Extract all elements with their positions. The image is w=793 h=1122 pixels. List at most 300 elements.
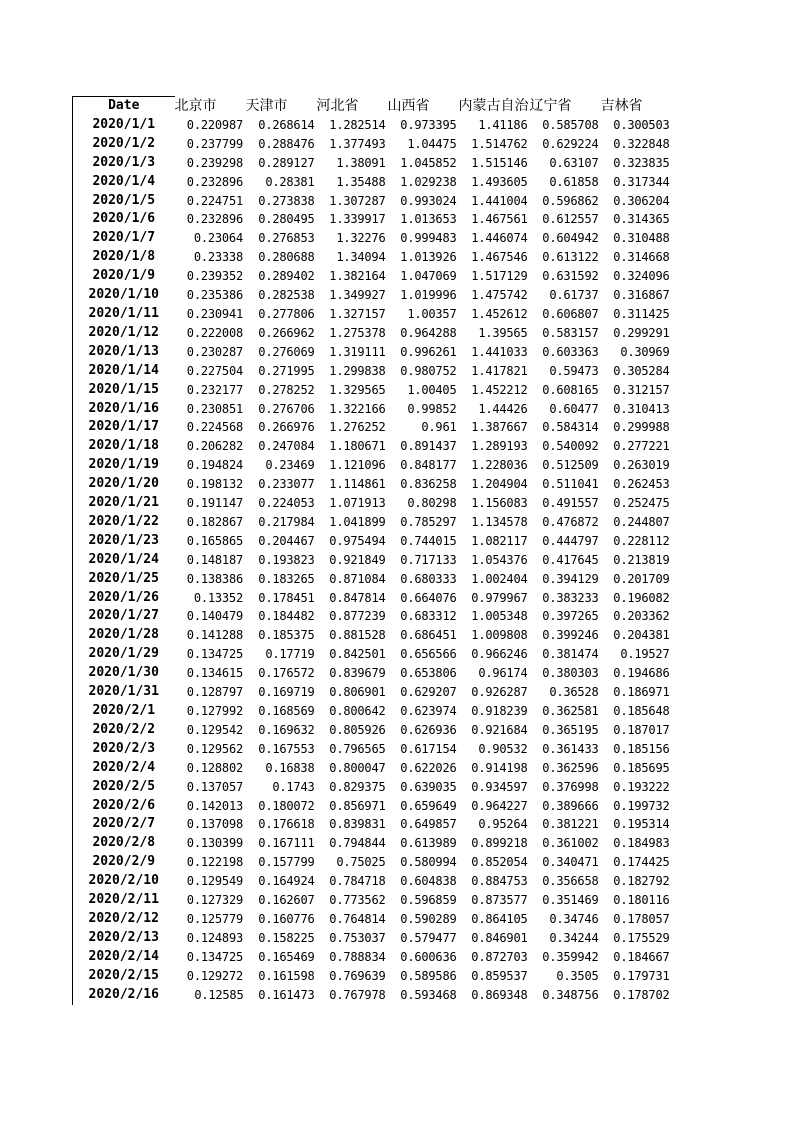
date-cell: 2020/1/31: [73, 683, 175, 702]
value-cell: 0.593468: [400, 987, 457, 1002]
value-cell: 0.277806: [258, 306, 315, 321]
table-row: [73, 286, 672, 305]
date-cell: 2020/2/15: [73, 967, 175, 986]
value-cell: 0.686451: [400, 628, 457, 643]
value-cell: 0.305284: [613, 363, 670, 378]
value-cell: 0.217984: [258, 514, 315, 529]
value-cell: 0.540092: [542, 439, 599, 454]
date-cell: 2020/1/3: [73, 154, 175, 173]
table-row: [73, 418, 672, 437]
value-cell: 0.239298: [186, 155, 243, 170]
table-row: [73, 891, 672, 910]
value-cell: 0.128797: [186, 685, 243, 700]
value-cell: 0.165865: [186, 533, 243, 548]
date-cell: 2020/2/1: [73, 702, 175, 721]
value-cell: 0.63107: [549, 155, 599, 170]
value-cell: 0.417645: [542, 552, 599, 567]
value-cell: 0.134725: [186, 949, 243, 964]
value-cell: 0.185695: [613, 760, 670, 775]
value-cell: 0.268614: [258, 117, 315, 132]
value-cell: 0.348756: [542, 987, 599, 1002]
value-cell: 0.583157: [542, 325, 599, 340]
value-cell: 0.852054: [471, 855, 528, 870]
value-cell: 0.227504: [186, 363, 243, 378]
value-cell: 0.282538: [258, 288, 315, 303]
date-cell: 2020/2/4: [73, 759, 175, 778]
value-cell: 0.23338: [193, 250, 243, 265]
value-cell: 1.289193: [471, 439, 528, 454]
value-cell: 0.871084: [329, 571, 386, 586]
value-cell: 0.203362: [613, 609, 670, 624]
value-cell: 0.237799: [186, 136, 243, 151]
value-cell: 0.138386: [186, 571, 243, 586]
value-cell: 0.174425: [613, 855, 670, 870]
value-cell: 0.167111: [258, 836, 315, 851]
date-cell: 2020/2/16: [73, 986, 175, 1005]
value-cell: 0.289402: [258, 269, 315, 284]
value-cell: 0.299291: [613, 325, 670, 340]
value-cell: 0.122198: [186, 855, 243, 870]
value-cell: 0.230941: [186, 306, 243, 321]
value-cell: 1.452212: [471, 382, 528, 397]
value-cell: 0.180116: [613, 893, 670, 908]
value-cell: 0.59473: [549, 363, 599, 378]
table-row: [73, 967, 672, 986]
value-cell: 0.224053: [258, 496, 315, 511]
value-cell: 0.129272: [186, 968, 243, 983]
value-cell: 0.140479: [186, 609, 243, 624]
value-cell: 0.23064: [193, 231, 243, 246]
value-cell: 0.631592: [542, 269, 599, 284]
value-cell: 0.884753: [471, 874, 528, 889]
value-cell: 0.617154: [400, 741, 457, 756]
value-cell: 0.964227: [471, 798, 528, 813]
table-row: [73, 815, 672, 834]
table-row: [73, 910, 672, 929]
value-cell: 0.183265: [258, 571, 315, 586]
value-cell: 0.639035: [400, 779, 457, 794]
value-cell: 1.156083: [471, 496, 528, 511]
value-cell: 0.273838: [258, 193, 315, 208]
value-cell: 0.280688: [258, 250, 315, 265]
date-cell: 2020/2/11: [73, 891, 175, 910]
date-cell: 2020/1/1: [73, 116, 175, 135]
value-cell: 0.3505: [556, 968, 599, 983]
table-row: [73, 759, 672, 778]
value-cell: 0.128802: [186, 760, 243, 775]
value-cell: 0.491557: [542, 496, 599, 511]
value-cell: 1.446074: [471, 231, 528, 246]
value-cell: 0.848177: [400, 458, 457, 473]
value-cell: 0.785297: [400, 514, 457, 529]
value-cell: 0.590289: [400, 911, 457, 926]
value-cell: 0.289127: [258, 155, 315, 170]
value-cell: 0.90532: [478, 741, 528, 756]
value-cell: 1.005348: [471, 609, 528, 624]
date-cell: 2020/1/27: [73, 607, 175, 626]
value-cell: 0.769639: [329, 968, 386, 983]
value-cell: 0.873577: [471, 893, 528, 908]
value-cell: 0.157799: [258, 855, 315, 870]
value-cell: 0.201709: [613, 571, 670, 586]
table-row: [73, 248, 672, 267]
value-cell: 0.606807: [542, 306, 599, 321]
value-cell: 0.773562: [329, 893, 386, 908]
value-cell: 0.784718: [329, 874, 386, 889]
date-cell: 2020/1/10: [73, 286, 175, 305]
value-cell: 0.167553: [258, 741, 315, 756]
value-cell: 1.467546: [471, 250, 528, 265]
value-cell: 0.842501: [329, 647, 386, 662]
value-cell: 0.130399: [186, 836, 243, 851]
value-cell: 0.800047: [329, 760, 386, 775]
value-cell: 0.184482: [258, 609, 315, 624]
table-row: [73, 683, 672, 702]
date-cell: 2020/2/8: [73, 834, 175, 853]
value-cell: 0.836258: [400, 477, 457, 492]
table-row: [73, 381, 672, 400]
value-cell: 0.199732: [613, 798, 670, 813]
header-cell-jilin: 吉林省: [600, 98, 643, 114]
value-cell: 0.683312: [400, 609, 457, 624]
value-cell: 0.194686: [613, 666, 670, 681]
value-cell: 1.041899: [329, 514, 386, 529]
value-cell: 0.596859: [400, 893, 457, 908]
value-cell: 0.228112: [613, 533, 670, 548]
value-cell: 0.310413: [613, 401, 670, 416]
table-row: [73, 437, 672, 456]
table-row: [73, 456, 672, 475]
value-cell: 0.204381: [613, 628, 670, 643]
value-cell: 0.220987: [186, 117, 243, 132]
value-cell: 0.34244: [549, 930, 599, 945]
value-cell: 0.182792: [613, 874, 670, 889]
value-cell: 0.12585: [194, 987, 244, 1002]
value-cell: 0.60477: [549, 401, 599, 416]
value-cell: 0.194824: [186, 458, 243, 473]
value-cell: 0.359942: [542, 949, 599, 964]
value-cell: 1.39565: [478, 325, 528, 340]
value-cell: 0.656566: [400, 647, 457, 662]
value-cell: 1.013926: [400, 250, 457, 265]
table-row: [73, 551, 672, 570]
value-cell: 0.277221: [613, 439, 670, 454]
date-cell: 2020/1/4: [73, 173, 175, 192]
value-cell: 0.806901: [329, 685, 386, 700]
value-cell: 0.141288: [186, 628, 243, 643]
value-cell: 0.846901: [471, 930, 528, 945]
value-cell: 1.228036: [471, 458, 528, 473]
value-cell: 0.613122: [542, 250, 599, 265]
value-cell: 0.622026: [400, 760, 457, 775]
value-cell: 0.383233: [542, 590, 599, 605]
value-cell: 0.165469: [258, 949, 315, 964]
value-cell: 1.493605: [471, 174, 528, 189]
date-cell: 2020/2/6: [73, 797, 175, 816]
date-cell: 2020/1/2: [73, 135, 175, 154]
value-cell: 0.206282: [186, 439, 243, 454]
value-cell: 0.311425: [613, 306, 670, 321]
value-cell: 0.664076: [400, 590, 457, 605]
value-cell: 0.356658: [542, 874, 599, 889]
value-cell: 0.129549: [186, 874, 243, 889]
value-cell: 1.299838: [329, 363, 386, 378]
value-cell: 0.926287: [471, 685, 528, 700]
date-cell: 2020/1/17: [73, 418, 175, 437]
value-cell: 0.966246: [471, 647, 528, 662]
date-cell: 2020/1/12: [73, 324, 175, 343]
value-cell: 0.186971: [613, 685, 670, 700]
value-cell: 0.252475: [613, 496, 670, 511]
value-cell: 0.767978: [329, 987, 386, 1002]
value-cell: 0.312157: [613, 382, 670, 397]
table-row: [73, 986, 672, 1005]
date-cell: 2020/1/15: [73, 381, 175, 400]
value-cell: 0.629207: [400, 685, 457, 700]
value-cell: 0.266976: [258, 420, 315, 435]
value-cell: 0.996261: [400, 344, 457, 359]
value-cell: 0.239352: [186, 269, 243, 284]
value-cell: 0.134725: [186, 647, 243, 662]
value-cell: 0.999483: [400, 231, 457, 246]
date-cell: 2020/2/10: [73, 872, 175, 891]
value-cell: 0.608165: [542, 382, 599, 397]
date-cell: 2020/1/25: [73, 570, 175, 589]
date-cell: 2020/2/2: [73, 721, 175, 740]
date-cell: 2020/2/3: [73, 740, 175, 759]
value-cell: 0.512509: [542, 458, 599, 473]
value-cell: 0.310488: [613, 231, 670, 246]
value-cell: 0.230851: [186, 401, 243, 416]
value-cell: 0.973395: [400, 117, 457, 132]
value-cell: 0.276706: [258, 401, 315, 416]
table-row: [73, 135, 672, 154]
table-row: [73, 778, 672, 797]
value-cell: 0.603363: [542, 344, 599, 359]
date-cell: 2020/1/20: [73, 475, 175, 494]
value-cell: 1.047069: [400, 269, 457, 284]
table-row: [73, 872, 672, 891]
date-cell: 2020/1/16: [73, 400, 175, 419]
table-row: [73, 626, 672, 645]
value-cell: 0.764814: [329, 911, 386, 926]
date-cell: 2020/1/29: [73, 645, 175, 664]
value-cell: 0.314668: [613, 250, 670, 265]
date-cell: 2020/2/5: [73, 778, 175, 797]
value-cell: 0.224568: [186, 420, 243, 435]
value-cell: 0.839831: [329, 817, 386, 832]
table-row: [73, 513, 672, 532]
table-row: [73, 192, 672, 211]
value-cell: 0.753037: [329, 930, 386, 945]
value-cell: 0.584314: [542, 420, 599, 435]
date-cell: 2020/1/19: [73, 456, 175, 475]
value-cell: 0.161473: [258, 987, 315, 1002]
value-cell: 0.187017: [613, 722, 670, 737]
data-sheet: [72, 96, 672, 1005]
value-cell: 1.071913: [329, 496, 386, 511]
value-cell: 0.600636: [400, 949, 457, 964]
value-cell: 0.476872: [542, 514, 599, 529]
value-cell: 0.168569: [258, 704, 315, 718]
value-cell: 1.04475: [407, 136, 457, 151]
value-cell: 0.178057: [613, 911, 670, 926]
value-cell: 0.96174: [478, 666, 528, 681]
value-cell: 0.314365: [613, 212, 670, 227]
date-cell: 2020/1/30: [73, 664, 175, 683]
value-cell: 0.278252: [258, 382, 315, 397]
value-cell: 0.36528: [549, 685, 599, 700]
value-cell: 0.263019: [613, 458, 670, 473]
value-cell: 0.376998: [542, 779, 599, 794]
value-cell: 0.899218: [471, 836, 528, 851]
value-cell: 0.877239: [329, 609, 386, 624]
value-cell: 0.222008: [186, 325, 243, 340]
value-cell: 0.317344: [613, 174, 670, 189]
value-cell: 0.980752: [400, 363, 457, 378]
value-cell: 0.198132: [186, 477, 243, 492]
value-cell: 1.32276: [336, 231, 386, 246]
value-cell: 0.34746: [549, 911, 599, 926]
header-cell-liaoning: 辽宁省: [529, 98, 572, 114]
table-row: [73, 267, 672, 286]
date-cell: 2020/1/7: [73, 229, 175, 248]
value-cell: 1.441004: [471, 193, 528, 208]
value-cell: 0.872703: [471, 949, 528, 964]
date-cell: 2020/2/14: [73, 948, 175, 967]
value-cell: 0.604838: [400, 874, 457, 889]
value-cell: 1.38091: [336, 155, 386, 170]
table-row: [73, 740, 672, 759]
table-row: [73, 305, 672, 324]
value-cell: 0.993024: [400, 193, 457, 208]
value-cell: 1.204904: [471, 477, 528, 492]
value-cell: 0.324096: [613, 269, 670, 284]
date-cell: 2020/2/9: [73, 853, 175, 872]
value-cell: 0.158225: [258, 930, 315, 945]
value-cell: 0.397265: [542, 609, 599, 624]
value-cell: 0.137098: [186, 817, 243, 832]
date-cell: 2020/1/5: [73, 192, 175, 211]
date-cell: 2020/1/22: [73, 513, 175, 532]
value-cell: 1.322166: [329, 401, 386, 416]
value-cell: 0.680333: [400, 571, 457, 586]
value-cell: 0.232896: [186, 174, 243, 189]
value-cell: 1.307287: [329, 193, 386, 208]
value-cell: 1.029238: [400, 174, 457, 189]
value-cell: 1.054376: [471, 552, 528, 567]
value-cell: 0.99852: [407, 401, 457, 416]
value-cell: 1.34094: [336, 250, 386, 265]
value-cell: 0.232177: [186, 382, 243, 397]
value-cell: 0.191147: [186, 496, 243, 511]
value-cell: 0.361433: [542, 741, 599, 756]
value-cell: 0.185156: [613, 741, 670, 756]
value-cell: 0.193222: [613, 779, 670, 794]
value-cell: 1.441033: [471, 344, 528, 359]
value-cell: 0.881528: [329, 628, 386, 643]
table-row: [73, 494, 672, 513]
value-cell: 0.142013: [186, 798, 243, 813]
value-cell: 1.002404: [471, 571, 528, 586]
value-cell: 1.329565: [329, 382, 386, 397]
value-cell: 0.934597: [471, 779, 528, 794]
date-cell: 2020/2/12: [73, 910, 175, 929]
value-cell: 0.17719: [265, 647, 315, 662]
value-cell: 1.517129: [471, 269, 528, 284]
value-cell: 0.95264: [478, 817, 528, 832]
value-cell: 0.184983: [613, 836, 670, 851]
header-row: [73, 97, 672, 116]
value-cell: 0.213819: [613, 552, 670, 567]
value-cell: 0.653806: [400, 666, 457, 681]
value-cell: 1.009808: [471, 628, 528, 643]
value-cell: 0.1743: [272, 779, 315, 794]
value-cell: 0.659649: [400, 798, 457, 813]
date-cell: 2020/1/14: [73, 362, 175, 381]
value-cell: 0.864105: [471, 911, 528, 926]
value-cell: 0.921684: [471, 722, 528, 737]
value-cell: 0.800642: [329, 704, 386, 718]
table-row: [73, 702, 672, 721]
value-cell: 1.467561: [471, 212, 528, 227]
value-cell: 0.280495: [258, 212, 315, 227]
value-cell: 0.178451: [258, 590, 315, 605]
value-cell: 1.282514: [329, 117, 386, 132]
value-cell: 0.244807: [613, 514, 670, 529]
value-cell: 0.649857: [400, 817, 457, 832]
value-cell: 0.323835: [613, 155, 670, 170]
value-cell: 1.134578: [471, 514, 528, 529]
value-cell: 1.514762: [471, 136, 528, 151]
value-cell: 1.180671: [329, 439, 386, 454]
header-cell-hebei: 河北省: [316, 98, 359, 114]
date-cell: 2020/1/18: [73, 437, 175, 456]
date-cell: 2020/2/7: [73, 815, 175, 834]
table-row: [73, 607, 672, 626]
value-cell: 0.127329: [186, 893, 243, 908]
value-cell: 0.829375: [329, 779, 386, 794]
value-cell: 0.169719: [258, 685, 315, 700]
table-row: [73, 797, 672, 816]
value-cell: 0.399246: [542, 628, 599, 643]
header-cell-beijing: 北京市: [174, 98, 217, 114]
value-cell: 0.316867: [613, 288, 670, 303]
value-cell: 0.585708: [542, 117, 599, 132]
value-cell: 0.184667: [613, 949, 670, 964]
value-cell: 0.176572: [258, 666, 315, 681]
table-row: [73, 116, 672, 135]
value-cell: 0.134615: [186, 666, 243, 681]
table-row: [73, 532, 672, 551]
value-cell: 0.362596: [542, 760, 599, 775]
value-cell: 1.319111: [329, 344, 386, 359]
value-cell: 0.961: [421, 420, 457, 435]
value-cell: 0.230287: [186, 344, 243, 359]
value-cell: 0.162607: [258, 893, 315, 908]
date-cell: 2020/1/8: [73, 248, 175, 267]
value-cell: 0.137057: [186, 779, 243, 794]
value-cell: 0.859537: [471, 968, 528, 983]
value-cell: 0.964288: [400, 325, 457, 340]
table-body: [73, 116, 672, 1005]
value-cell: 1.387667: [471, 420, 528, 435]
value-cell: 0.125779: [186, 911, 243, 926]
value-cell: 0.193823: [258, 552, 315, 567]
value-cell: 0.794844: [329, 836, 386, 851]
value-cell: 0.365195: [542, 722, 599, 737]
value-cell: 0.340471: [542, 855, 599, 870]
